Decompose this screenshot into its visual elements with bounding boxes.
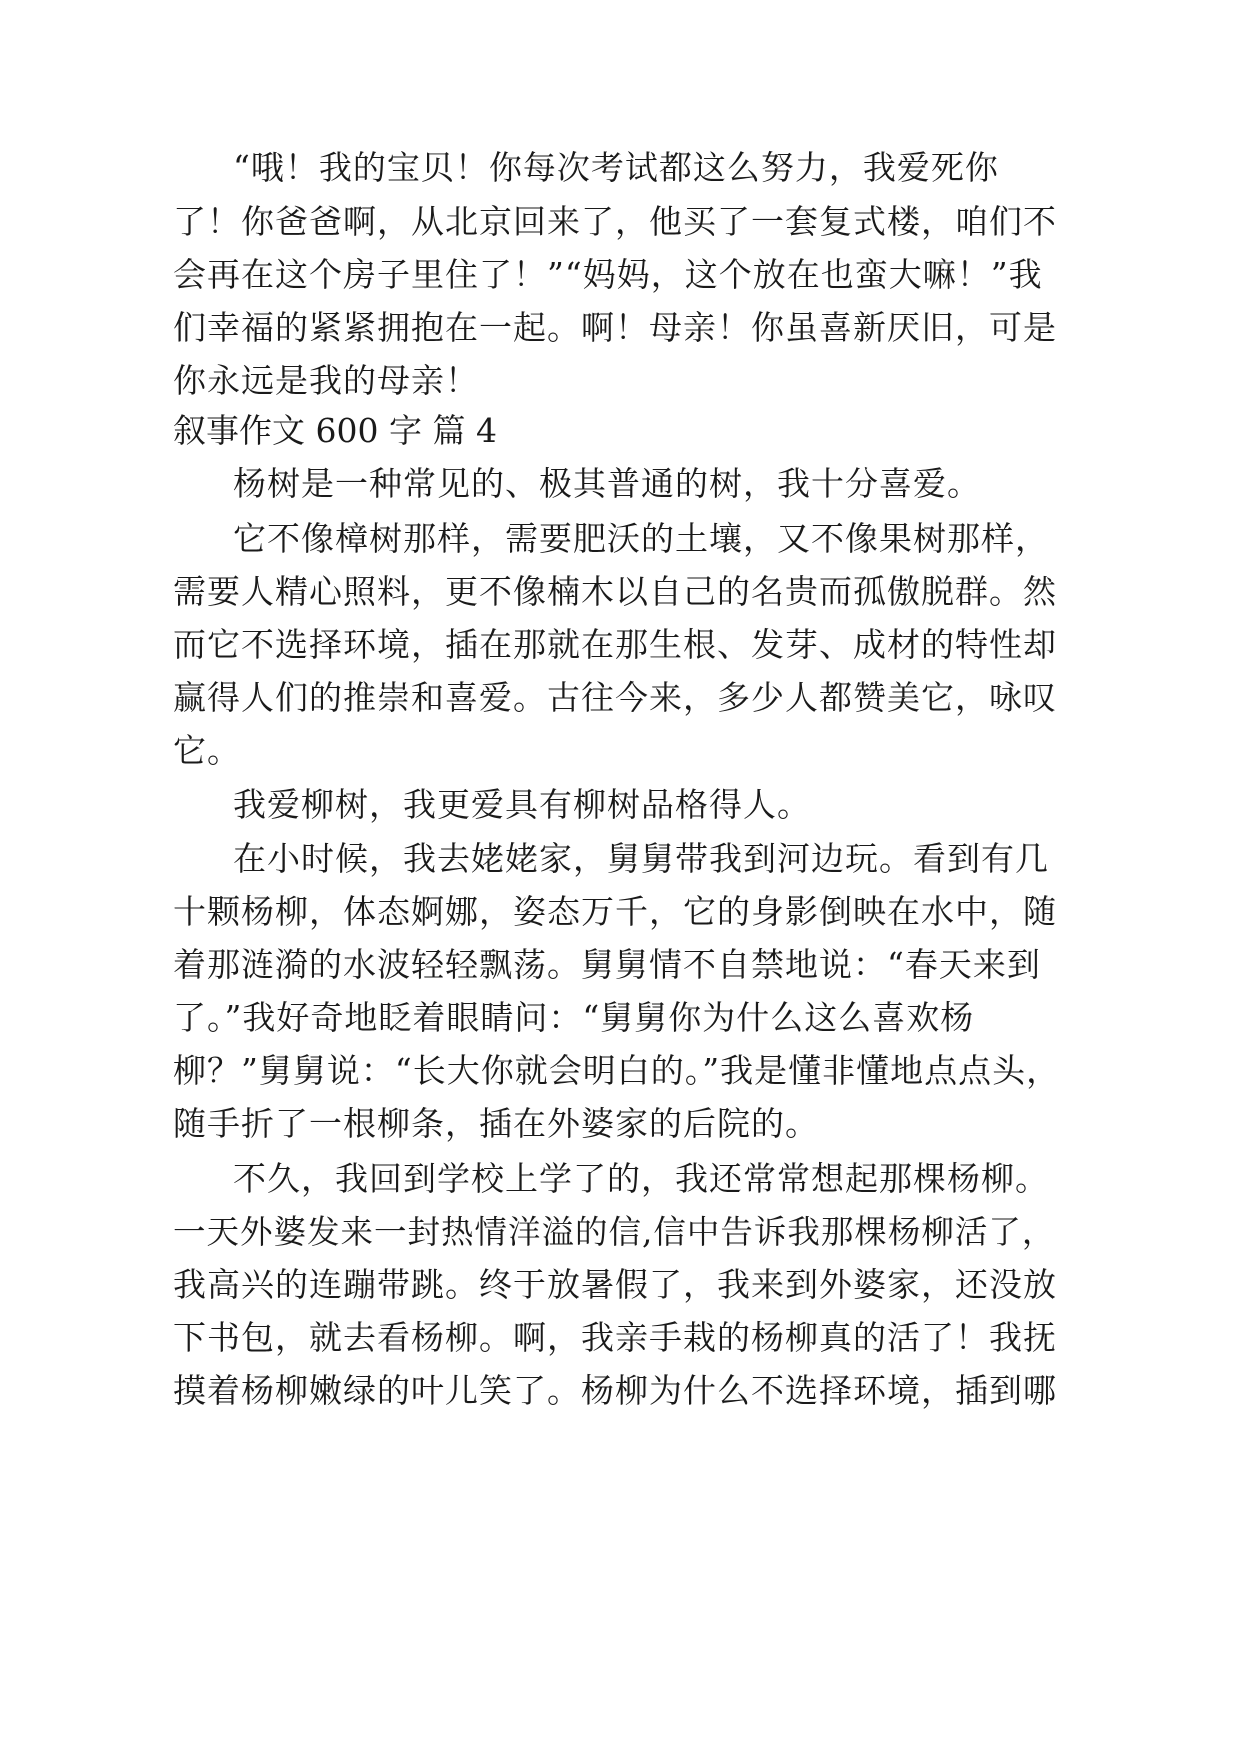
paragraph-line: 柳？”舅舅说：“长大你就会明白的。”我是懂非懂地点点头， xyxy=(173,1051,1061,1090)
paragraph-line: 在小时候，我去姥姥家，舅舅带我到河边玩。看到有几 xyxy=(233,839,1049,878)
paragraph-line: 而它不选择环境，插在那就在那生根、发芽、成材的特性却 xyxy=(173,625,1057,664)
paragraph-line: “哦！我的宝贝！你每次考试都这么努力，我爱死你 xyxy=(233,148,999,187)
paragraph-line: 下书包，就去看杨柳。啊，我亲手栽的杨柳真的活了！我抚 xyxy=(173,1318,1057,1357)
paragraph-line: 摸着杨柳嫩绿的叶儿笑了。杨柳为什么不选择环境，插到哪 xyxy=(173,1371,1057,1410)
paragraph-line: 了！你爸爸啊，从北京回来了，他买了一套复式楼，咱们不 xyxy=(173,202,1057,241)
paragraph-line: 赢得人们的推崇和喜爱。古往今来，多少人都赞美它，咏叹 xyxy=(173,678,1057,717)
section-heading: 叙事作文 600 字 篇 4 xyxy=(173,411,497,450)
paragraph-line: 着那涟漪的水波轻轻飘荡。舅舅情不自禁地说：“春天来到 xyxy=(173,945,1041,984)
paragraph-line: 我高兴的连蹦带跳。终于放暑假了，我来到外婆家，还没放 xyxy=(173,1265,1057,1304)
paragraph-line: 不久，我回到学校上学了的，我还常常想起那棵杨柳。 xyxy=(233,1159,1049,1198)
paragraph-line: 我爱柳树，我更爱具有柳树品格得人。 xyxy=(233,785,811,824)
paragraph-line: 会再在这个房子里住了！”“妈妈，这个放在也蛮大嘛！”我 xyxy=(173,255,1043,294)
paragraph-line: 杨树是一种常见的、极其普通的树，我十分喜爱。 xyxy=(233,464,981,503)
paragraph-line: 们幸福的紧紧拥抱在一起。啊！母亲！你虽喜新厌旧，可是 xyxy=(173,308,1057,347)
paragraph-line: 十颗杨柳，体态婀娜，姿态万千，它的身影倒映在水中，随 xyxy=(173,892,1057,931)
paragraph-line: 了。”我好奇地眨着眼睛问：“舅舅你为什么这么喜欢杨 xyxy=(173,998,975,1037)
paragraph-line: 它。 xyxy=(173,731,241,770)
paragraph-line: 随手折了一根柳条，插在外婆家的后院的。 xyxy=(173,1104,819,1143)
paragraph-line: 一天外婆发来一封热情洋溢的信,信中告诉我那棵杨柳活了， xyxy=(173,1213,1056,1251)
paragraph-line: 它不像樟树那样，需要肥沃的土壤，又不像果树那样， xyxy=(233,519,1049,558)
paragraph-line: 你永远是我的母亲！ xyxy=(173,361,479,400)
paragraph-line: 需要人精心照料，更不像楠木以自己的名贵而孤傲脱群。然 xyxy=(173,572,1057,611)
